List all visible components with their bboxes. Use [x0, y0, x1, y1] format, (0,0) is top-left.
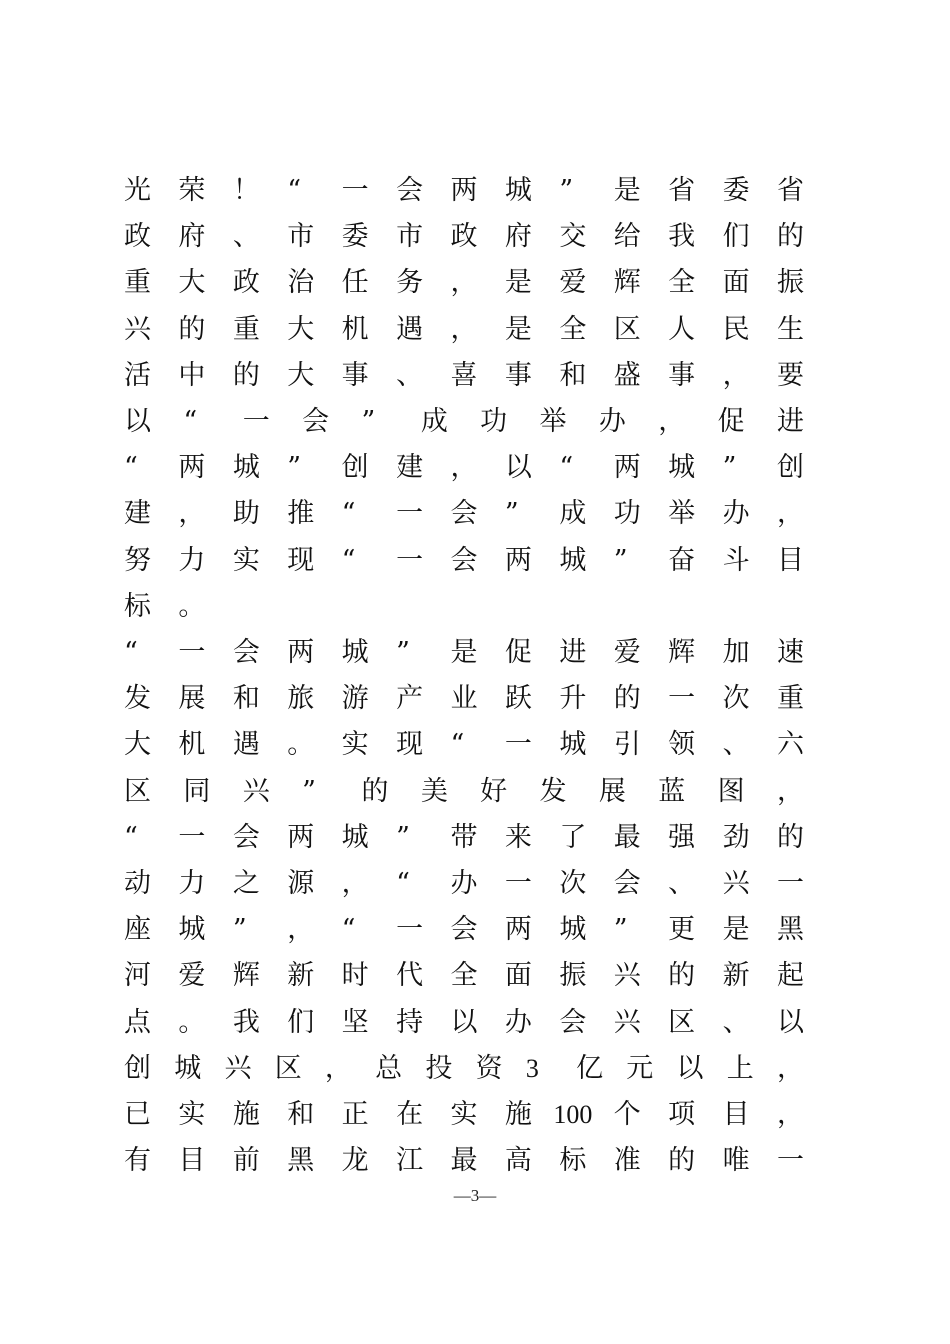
text-char: 龙: [341, 1145, 369, 1177]
text-char: 城: [341, 637, 369, 668]
text-char: 任: [341, 267, 369, 299]
text-char: 爱: [613, 637, 641, 668]
text-char: 以: [777, 1006, 804, 1038]
text-char: 源: [287, 868, 315, 899]
text-char: 上: [726, 1052, 754, 1084]
text-char: 城: [341, 821, 369, 853]
text-char: 以: [450, 1006, 478, 1038]
text-char: 的: [668, 1145, 696, 1177]
text-char: 和: [287, 1099, 315, 1130]
text-char: 辉: [613, 267, 641, 299]
text-char: 斗: [722, 544, 750, 576]
text-char: 持: [396, 1006, 424, 1038]
text-char: 兴: [124, 313, 151, 345]
text-char: 省: [668, 175, 696, 206]
text-char: 治: [287, 267, 315, 299]
text-char: 成: [420, 406, 448, 437]
text-char: “: [450, 729, 465, 761]
text-char: 两: [504, 914, 532, 946]
text-char: 兴: [242, 775, 270, 807]
text-char: 之: [232, 868, 260, 899]
text-char: “: [287, 175, 302, 206]
text-char: 力: [178, 544, 206, 576]
text-char: 会: [613, 868, 641, 899]
text-char: 辉: [232, 960, 260, 992]
text-char: ”: [302, 775, 316, 807]
text-char: 新: [287, 960, 315, 992]
text-char: ”: [396, 821, 410, 853]
text-char: ”: [722, 452, 737, 484]
text-char: 黑: [287, 1145, 315, 1177]
text-line: [124, 541, 844, 581]
text-char: ，: [722, 359, 750, 391]
text-line: [124, 956, 844, 996]
text-char: 高: [504, 1145, 532, 1177]
text-char: 一: [504, 729, 532, 761]
text-char: 实: [341, 729, 369, 761]
text-char: 的: [777, 821, 804, 853]
text-char: ”: [613, 544, 628, 576]
text-char: 动: [124, 868, 151, 899]
text-char: 跃: [504, 683, 532, 715]
text-char: 府: [504, 221, 532, 253]
text-char: 资: [475, 1052, 503, 1084]
text-char: 业: [450, 683, 478, 715]
text-char: 个: [613, 1099, 641, 1130]
text-char: ，: [450, 313, 478, 345]
page-number: —3—: [453, 1186, 497, 1205]
text-char: 城: [668, 452, 696, 484]
text-char: 会: [450, 544, 478, 576]
text-char: 以: [504, 452, 532, 484]
text-char: 遇: [232, 729, 260, 761]
text-char: 会: [396, 175, 424, 206]
text-char: 辉: [668, 637, 696, 668]
text-line: [124, 633, 844, 673]
text-char: 两: [450, 175, 478, 206]
text-char: 有: [124, 1145, 151, 1177]
text-char: 目: [777, 544, 804, 576]
text-char: 带: [450, 821, 478, 853]
text-char: 投: [425, 1052, 453, 1084]
text-char: 更: [668, 914, 696, 946]
text-char: 一: [777, 868, 804, 899]
text-char: 是: [450, 637, 478, 668]
text-char: 以: [124, 406, 151, 437]
text-char: 准: [613, 1145, 641, 1177]
text-char: 区: [274, 1052, 302, 1084]
text-char: 一: [178, 821, 206, 853]
text-char: 展: [178, 683, 206, 715]
text-char: 促: [717, 406, 745, 437]
text-char: 创: [777, 452, 804, 484]
text-char: 起: [777, 960, 804, 992]
text-char: 强: [668, 821, 696, 853]
text-char: 实: [450, 1099, 478, 1130]
text-char: 一: [178, 637, 206, 668]
text-char: 一: [777, 1145, 804, 1177]
text-char: 促: [504, 637, 532, 668]
text-char: 区: [668, 1006, 696, 1038]
text-char: 的: [777, 221, 804, 253]
text-char: 们: [722, 221, 750, 253]
text-char: 六: [777, 729, 804, 761]
text-char: 标: [559, 1145, 587, 1177]
text-char: 已: [124, 1099, 151, 1130]
text-char: “: [124, 637, 138, 668]
text-char: 城: [178, 914, 206, 946]
text-char: 的: [232, 359, 260, 391]
text-char: 现: [287, 544, 315, 576]
text-char: ，: [777, 1052, 804, 1084]
text-char: 区: [124, 775, 151, 807]
text-char: ，: [341, 868, 369, 899]
text-char: 办: [504, 1006, 532, 1038]
text-char: 建: [124, 498, 151, 530]
text-char: 我: [232, 1006, 260, 1038]
text-char: 举: [668, 498, 696, 530]
text-char: 城: [559, 914, 587, 946]
text-char: 唯: [722, 1145, 750, 1177]
text-line: [124, 448, 844, 488]
text-char: 是: [504, 313, 532, 345]
text-char: 座: [124, 914, 151, 946]
text-char: 助: [232, 498, 260, 530]
text-char: 建: [396, 452, 424, 484]
text-char: ！: [232, 175, 260, 206]
text-char: 游: [341, 683, 369, 715]
text-char: 政: [232, 267, 260, 299]
text-char: 大: [287, 313, 315, 345]
text-char: 给: [613, 221, 641, 253]
text-char: 施: [232, 1099, 260, 1130]
text-char: 务: [396, 267, 424, 299]
text-char: 全: [668, 267, 696, 299]
text-char: “: [183, 406, 198, 437]
text-char: 光: [124, 175, 151, 206]
text-char: 在: [396, 1099, 424, 1130]
text-char: 奋: [668, 544, 696, 576]
text-char: “: [341, 544, 356, 576]
text-char: ”: [287, 452, 302, 484]
text-char: 是: [613, 175, 641, 206]
text-char: 。: [178, 590, 206, 622]
text-char: 区: [613, 313, 641, 345]
text-char: 机: [341, 313, 369, 345]
text-char: 委: [341, 221, 369, 253]
text-char: ，: [450, 267, 478, 299]
text-char: 市: [287, 221, 315, 253]
text-char: 事: [341, 359, 369, 391]
text-char: 我: [668, 221, 696, 253]
text-line: [124, 263, 844, 303]
text-char: “: [124, 452, 138, 484]
text-char: “: [341, 914, 356, 946]
text-char: 一: [396, 498, 424, 530]
text-char: 展: [598, 775, 626, 807]
text-char: 、: [396, 359, 424, 391]
text-char: 的: [361, 775, 389, 807]
text-char: ，: [178, 498, 206, 530]
text-char: 创: [124, 1052, 151, 1084]
text-char: 事: [668, 359, 696, 391]
text-char: 大: [287, 359, 315, 391]
text-char: 项: [668, 1099, 696, 1130]
text-char: 蓝: [658, 775, 686, 807]
text-char: “: [341, 498, 356, 530]
text-char: 和: [559, 359, 587, 391]
text-char: 力: [178, 868, 206, 899]
text-char: 来: [504, 821, 532, 853]
text-char: 以: [676, 1052, 704, 1084]
text-char: 亿: [576, 1052, 604, 1084]
text-char: 办: [450, 868, 478, 899]
text-char: 爱: [559, 267, 587, 299]
text-char: 会: [302, 406, 330, 437]
text-char: 城: [559, 544, 587, 576]
text-line: [124, 1095, 844, 1135]
text-char: 同: [183, 775, 211, 807]
text-char: ，: [777, 498, 804, 530]
text-char: 了: [559, 821, 587, 853]
text-char: 要: [777, 359, 804, 391]
text-char: 会: [450, 914, 478, 946]
text-char: 省: [777, 175, 804, 206]
text-char: 次: [722, 683, 750, 715]
text-char: 兴: [613, 960, 641, 992]
text-char: 。: [287, 729, 315, 761]
text-char: 的: [668, 960, 696, 992]
text-char: 办: [598, 406, 626, 437]
text-char: 两: [287, 637, 315, 668]
text-char: 最: [450, 1145, 478, 1177]
text-line: [124, 864, 844, 904]
text-line: [124, 1049, 844, 1089]
text-char: “: [559, 452, 574, 484]
text-line: [124, 818, 844, 858]
text-char: 办: [722, 498, 750, 530]
text-char: 荣: [178, 175, 206, 206]
text-char: 大: [124, 729, 151, 761]
text-char: 、: [722, 729, 750, 761]
text-char: 加: [722, 637, 750, 668]
text-line: [124, 356, 844, 396]
text-char: 兴: [224, 1052, 252, 1084]
text-char: 机: [178, 729, 206, 761]
text-char: 产: [396, 683, 424, 715]
text-line: [124, 772, 844, 812]
text-char: 点: [124, 1006, 151, 1038]
text-char: 重: [232, 313, 260, 345]
text-line: [124, 310, 844, 350]
text-char: 会: [450, 498, 478, 530]
text-char: 城: [174, 1052, 202, 1084]
text-char: 两: [178, 452, 206, 484]
text-char: ，: [777, 775, 804, 807]
text-char: 、: [232, 221, 260, 253]
text-char: 功: [480, 406, 508, 437]
text-char: 政: [124, 221, 151, 253]
text-char: 的: [178, 313, 206, 345]
text-char: 3: [525, 1053, 539, 1083]
text-char: 遇: [396, 313, 424, 345]
text-char: 现: [396, 729, 424, 761]
text-char: 。: [178, 1006, 206, 1038]
text-char: 两: [504, 544, 532, 576]
text-line: [124, 587, 844, 627]
text-char: 事: [504, 359, 532, 391]
text-char: ”: [361, 406, 376, 437]
text-char: 喜: [450, 359, 478, 391]
text-char: 委: [722, 175, 750, 206]
text-char: ”: [559, 175, 574, 206]
text-char: 发: [539, 775, 567, 807]
text-char: 振: [559, 960, 587, 992]
text-char: 民: [722, 313, 750, 345]
text-char: 一: [242, 406, 270, 437]
text-char: 大: [178, 267, 206, 299]
text-line: [124, 217, 844, 257]
text-char: 成: [559, 498, 587, 530]
text-char: 领: [668, 729, 696, 761]
text-char: ”: [613, 914, 628, 946]
text-char: “: [124, 821, 138, 853]
text-char: 河: [124, 960, 151, 992]
text-line: [124, 494, 844, 534]
text-char: 重: [124, 267, 151, 299]
text-char: 图: [717, 775, 745, 807]
text-char: 次: [559, 868, 587, 899]
text-char: 兴: [613, 1006, 641, 1038]
text-line: [124, 171, 844, 211]
text-char: 和: [232, 683, 260, 715]
text-char: ”: [396, 637, 410, 668]
text-char: 城: [232, 452, 260, 484]
text-char: 目: [178, 1145, 206, 1177]
text-char: 交: [559, 221, 587, 253]
text-char: 们: [287, 1006, 315, 1038]
text-char: 前: [232, 1145, 260, 1177]
text-char: 市: [396, 221, 424, 253]
text-char: 兴: [722, 868, 750, 899]
text-char: 会: [232, 821, 260, 853]
text-char: 是: [504, 267, 532, 299]
text-char: 全: [450, 960, 478, 992]
text-char: 施: [504, 1099, 532, 1130]
text-char: 重: [777, 683, 804, 715]
text-char: 引: [613, 729, 641, 761]
text-char: 一: [396, 544, 424, 576]
text-char: 一: [504, 868, 532, 899]
text-char: 进: [559, 637, 587, 668]
text-char: 代: [396, 960, 424, 992]
text-char: 发: [124, 683, 151, 715]
text-char: 总: [375, 1052, 403, 1084]
text-char: 城: [559, 729, 587, 761]
text-char: ，: [777, 1099, 804, 1130]
text-char: 一: [396, 914, 424, 946]
text-char: 劲: [722, 821, 750, 853]
text-char: 会: [232, 637, 260, 668]
text-char: 升: [559, 683, 587, 715]
text-char: 人: [668, 313, 696, 345]
text-char: 城: [504, 175, 532, 206]
text-char: ，: [450, 452, 478, 484]
text-char: 江: [396, 1145, 424, 1177]
text-char: 中: [178, 359, 206, 391]
text-char: 实: [178, 1099, 206, 1130]
text-char: 好: [480, 775, 508, 807]
text-char: 目: [722, 1099, 750, 1130]
text-char: 会: [559, 1006, 587, 1038]
text-char: 面: [722, 267, 750, 299]
text-line: [124, 1141, 844, 1181]
text-char: 府: [178, 221, 206, 253]
text-char: 、: [668, 868, 696, 899]
text-char: “: [396, 868, 410, 899]
text-char: 是: [722, 914, 750, 946]
text-char: 正: [341, 1099, 369, 1130]
text-char: 时: [341, 960, 369, 992]
text-line: [124, 1003, 844, 1043]
text-char: 美: [420, 775, 448, 807]
text-char: 盛: [613, 359, 641, 391]
text-char: 举: [539, 406, 567, 437]
text-char: 面: [504, 960, 532, 992]
text-char: 最: [613, 821, 641, 853]
text-char: 旅: [287, 683, 315, 715]
text-line: [124, 402, 844, 442]
text-char: 振: [777, 267, 804, 299]
text-line: [124, 725, 844, 765]
text-char: ”: [504, 498, 519, 530]
text-char: 推: [287, 498, 315, 530]
text-char: 实: [232, 544, 260, 576]
text-char: 一: [668, 683, 696, 715]
text-char: ”: [232, 914, 247, 946]
text-char: 进: [777, 406, 804, 437]
text-char: 两: [613, 452, 641, 484]
text-char: 活: [124, 359, 151, 391]
text-char: ，: [324, 1052, 352, 1084]
text-char: 速: [777, 637, 804, 668]
text-char: 黑: [777, 914, 804, 946]
text-char: 标: [124, 590, 151, 622]
text-char: 功: [613, 498, 641, 530]
text-char: 元: [626, 1052, 654, 1084]
text-char: ，: [658, 406, 686, 437]
text-char: 坚: [341, 1006, 369, 1038]
text-char: 爱: [178, 960, 206, 992]
text-char: 一: [341, 175, 369, 206]
text-char: 100: [553, 1100, 593, 1129]
text-char: 两: [287, 821, 315, 853]
text-line: [124, 910, 844, 950]
text-char: 全: [559, 313, 587, 345]
text-char: 的: [613, 683, 641, 715]
text-char: 新: [722, 960, 750, 992]
text-char: 努: [124, 544, 151, 576]
text-char: 政: [450, 221, 478, 253]
text-char: 创: [341, 452, 369, 484]
text-char: ，: [287, 914, 315, 946]
text-line: [124, 679, 844, 719]
text-char: 、: [722, 1006, 750, 1038]
text-char: 生: [777, 313, 804, 345]
